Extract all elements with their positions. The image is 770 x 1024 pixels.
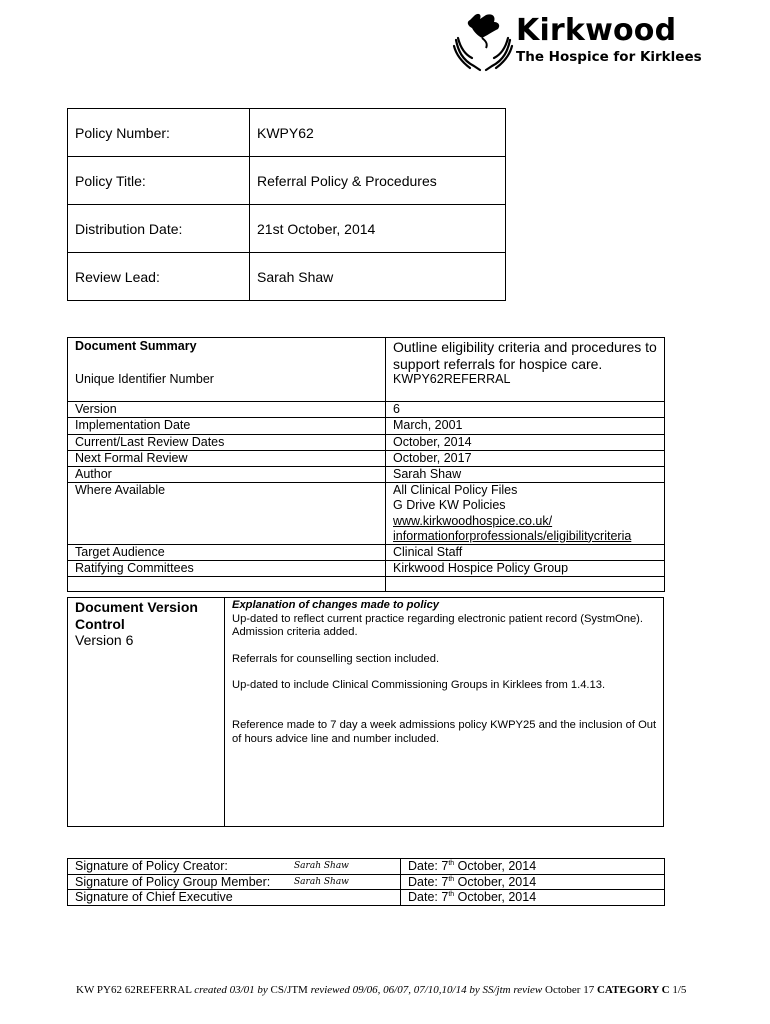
signature-row	[68, 874, 665, 890]
ratifying-value: Kirkwood Hospice Policy Group	[386, 561, 665, 577]
ratifying-label: Ratifying Committees	[68, 561, 386, 577]
change-item: Referrals for counselling section included.	[232, 652, 440, 665]
explanation-heading: Explanation of changes made to policy	[232, 599, 440, 611]
review-dates-value: October, 2014	[386, 434, 665, 450]
summary-row	[68, 450, 665, 466]
logo-tagline: The Hospice for Kirklees	[516, 49, 702, 65]
summary-gap-row	[68, 387, 665, 402]
policy-title-value: Referral Policy & Procedures	[250, 157, 506, 205]
summary-row	[68, 561, 665, 577]
where-available-value	[386, 483, 665, 545]
signature-label: Signature of Policy Group Member:	[68, 874, 295, 890]
change-item: Reference made to 7 day a week admissions policy KWPY25 and the inclusion of Out of hours advice line and number included.	[232, 718, 657, 745]
logo-name: Kirkwood	[516, 13, 677, 48]
target-audience-value: Clinical Staff	[386, 545, 665, 561]
summary-row	[68, 402, 665, 418]
signature-date: Date: 7th October, 2014	[401, 890, 665, 906]
target-audience-label: Target Audience	[68, 545, 386, 561]
summary-row	[68, 418, 665, 434]
where-available-label: Where Available	[68, 483, 386, 545]
summary-outline: Outline eligibility criteria and procedures to support referrals for hospice care.	[386, 338, 665, 373]
signature-date: Date: 7th October, 2014	[401, 859, 665, 875]
version-control-changes	[232, 598, 657, 746]
summary-row	[68, 545, 665, 561]
review-lead-value: Sarah Shaw	[250, 253, 506, 301]
signature-label: Signature of Policy Creator:	[68, 859, 295, 875]
version-value: 6	[386, 402, 665, 418]
policy-number-label: Policy Number:	[68, 109, 250, 157]
policy-info-table	[67, 108, 506, 301]
signature-row	[68, 890, 665, 906]
implementation-value: March, 2001	[386, 418, 665, 434]
distribution-date-label: Distribution Date:	[68, 205, 250, 253]
next-review-label: Next Formal Review	[68, 450, 386, 466]
summary-row	[68, 483, 665, 545]
version-label: Version	[68, 402, 386, 418]
policy-number-value: KWPY62	[250, 109, 506, 157]
summary-heading-row	[68, 338, 665, 373]
page-footer: KW PY62 62REFERRAL created 03/01 by CS/JTM reviewed 09/06, 06/07, 07/10,10/14 by SS/jtm review October 17 CATEGORY C 1/5	[76, 984, 687, 996]
where-item: G Drive KW Policies	[393, 498, 506, 513]
uid-value: KWPY62REFERRAL	[386, 372, 665, 387]
policy-row	[68, 205, 506, 253]
policy-row	[68, 157, 506, 205]
version-control-title: Document Version Control	[75, 599, 198, 632]
where-item: All Clinical Policy Files	[393, 483, 518, 498]
change-item: Up-dated to include Clinical Commissioning Groups in Kirklees from 1.4.13.	[232, 679, 606, 692]
signature-label: Signature of Chief Executive	[68, 890, 295, 906]
summary-heading: Document Summary	[68, 338, 386, 373]
version-control-version: Version 6	[75, 632, 134, 648]
version-control-box	[67, 597, 664, 827]
change-item: Up-dated to reflect current practice regarding electronic patient record (SystmOne). Admission criteria added.	[232, 612, 644, 639]
summary-empty-row	[68, 577, 665, 592]
dove-hands-icon	[452, 10, 514, 72]
author-value: Sarah Shaw	[386, 467, 665, 483]
review-dates-label: Current/Last Review Dates	[68, 434, 386, 450]
signature-handwritten: Sarah Shaw	[294, 859, 401, 875]
signature-handwritten: Sarah Shaw	[294, 874, 401, 890]
policy-row	[68, 253, 506, 301]
author-label: Author	[68, 467, 386, 483]
implementation-label: Implementation Date	[68, 418, 386, 434]
website-link-path[interactable]: informationforprofessionals/eligibilitycriteria	[393, 528, 632, 543]
signature-handwritten	[294, 890, 401, 906]
signature-row	[68, 859, 665, 875]
summary-row	[68, 467, 665, 483]
review-lead-label: Review Lead:	[68, 253, 250, 301]
next-review-value: October, 2017	[386, 450, 665, 466]
website-link[interactable]: www.kirkwoodhospice.co.uk/	[393, 513, 553, 528]
version-control-left	[68, 598, 225, 826]
policy-title-label: Policy Title:	[68, 157, 250, 205]
kirkwood-logo	[452, 10, 702, 72]
summary-row	[68, 372, 665, 387]
summary-row	[68, 434, 665, 450]
signatures-table	[67, 858, 665, 906]
policy-row	[68, 109, 506, 157]
uid-label: Unique Identifier Number	[68, 372, 386, 387]
signature-date: Date: 7th October, 2014	[401, 874, 665, 890]
distribution-date-value: 21st October, 2014	[250, 205, 506, 253]
document-summary-table	[67, 337, 665, 592]
